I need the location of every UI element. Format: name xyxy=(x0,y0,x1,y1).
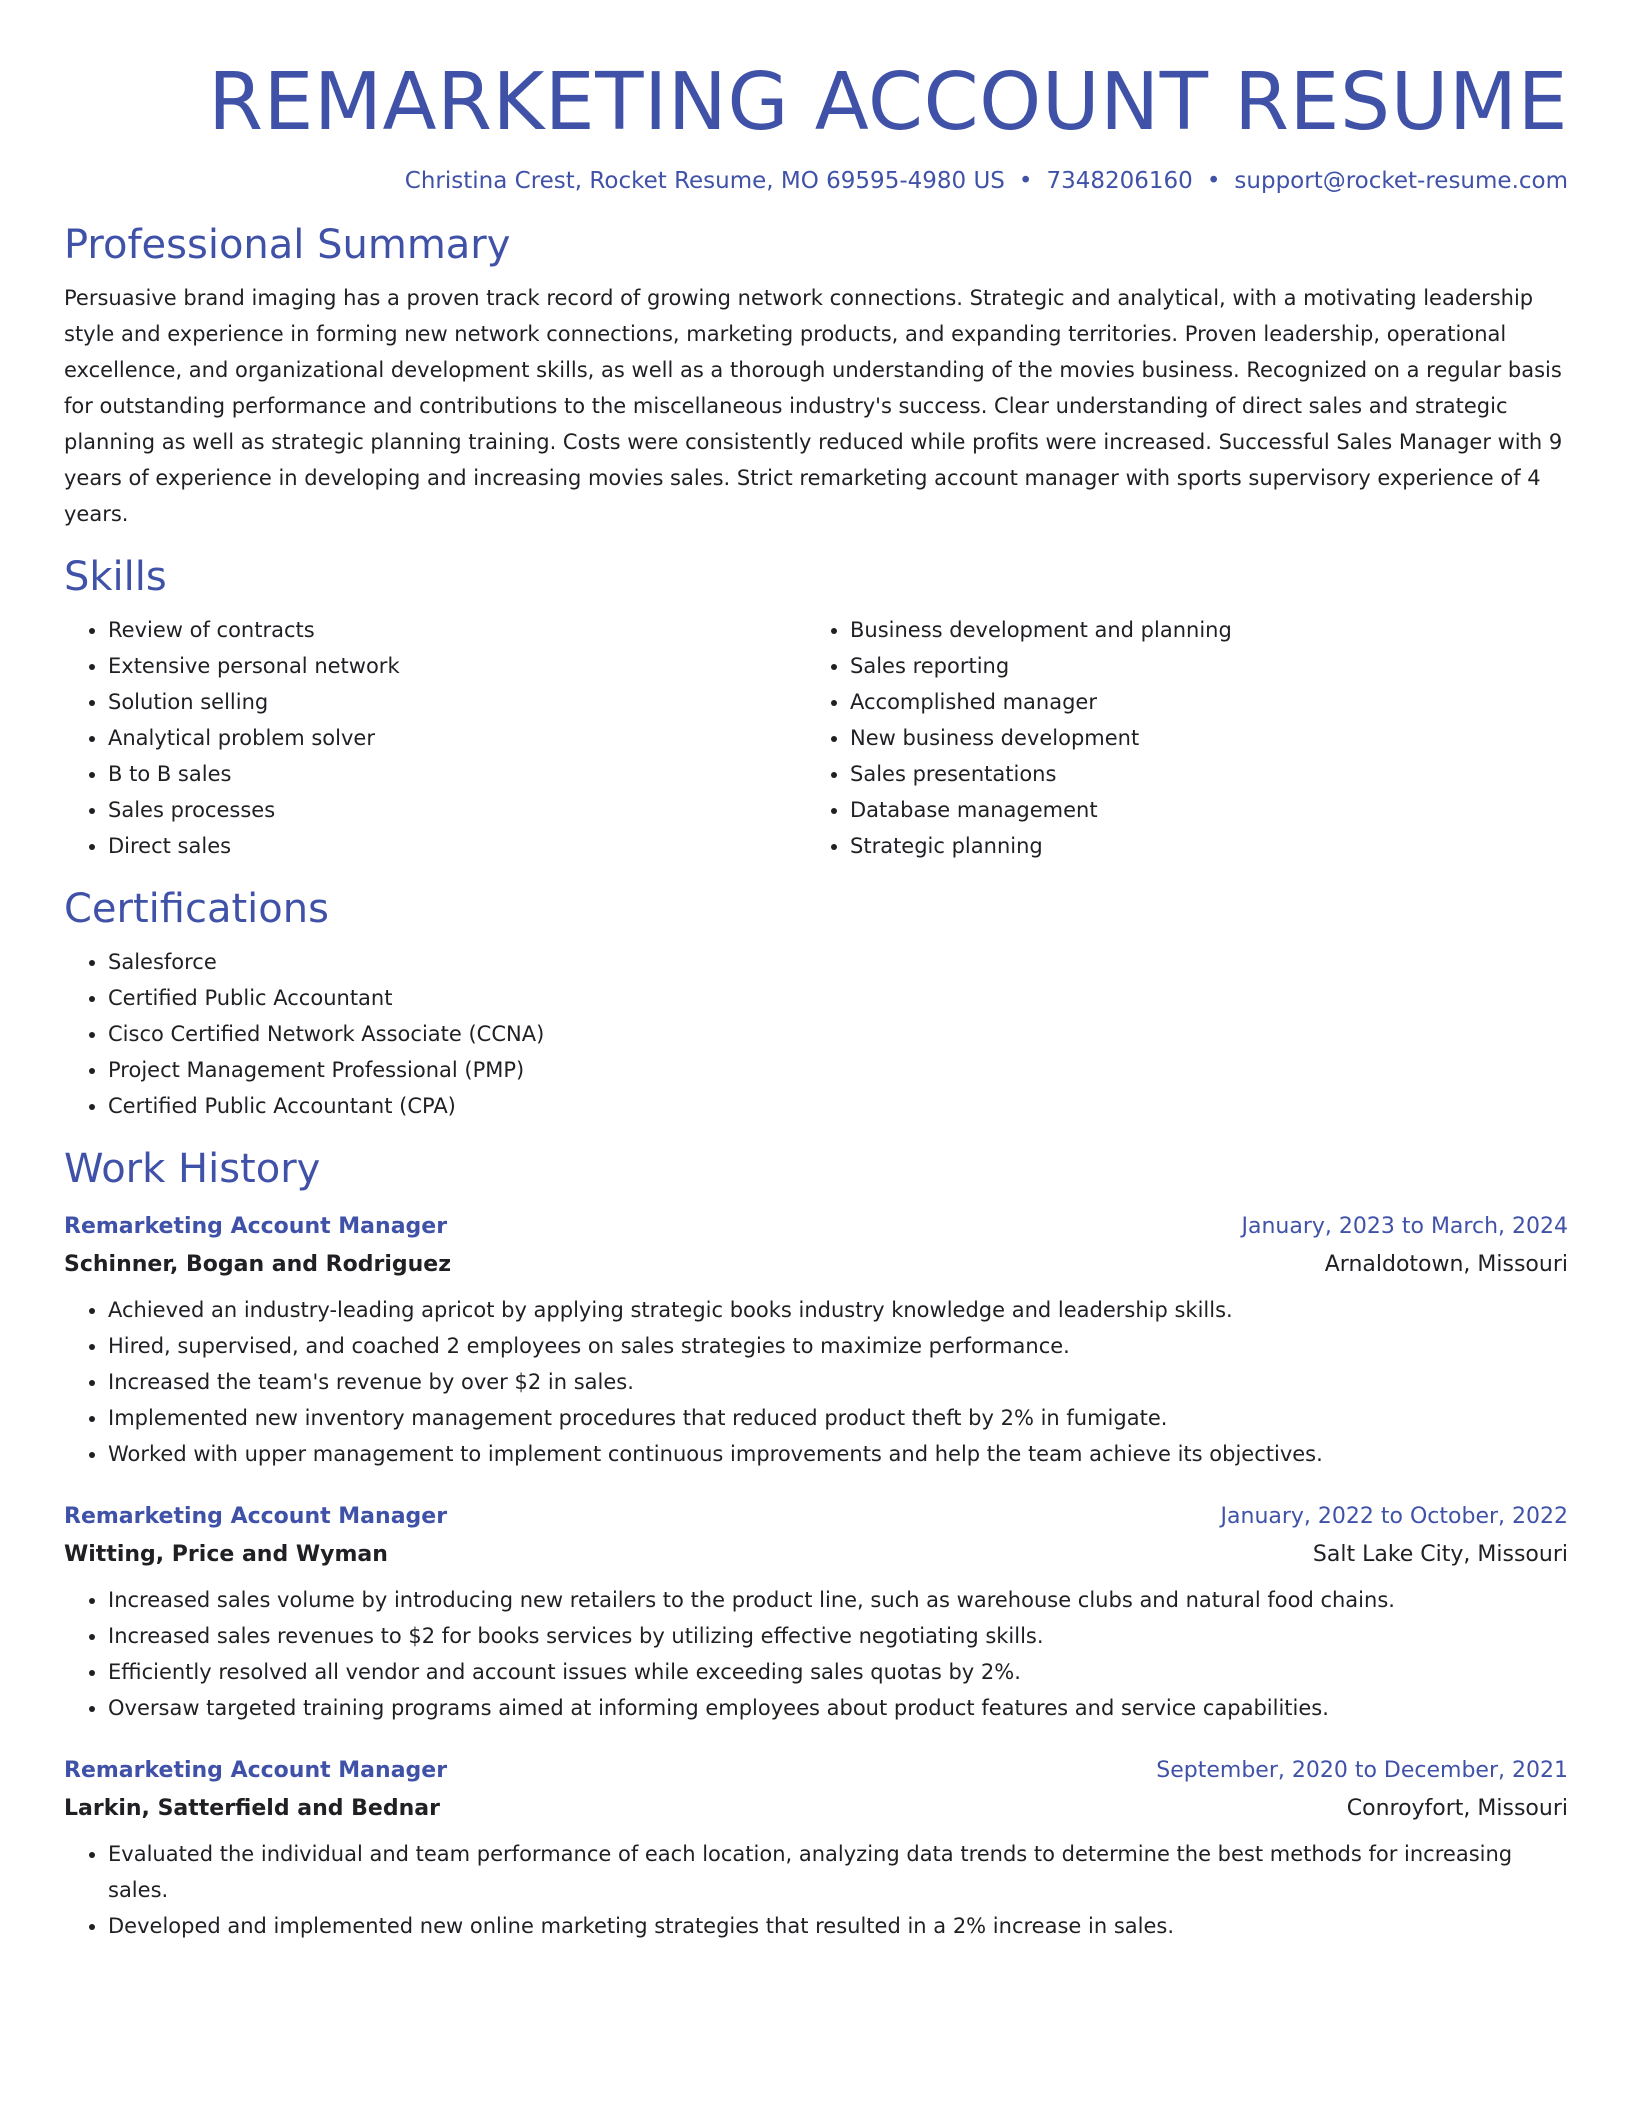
job-bullet: • Implemented new inventory management procedures that reduced product theft by 2% in fumigate. xyxy=(108,1400,1568,1436)
skills-heading: Skills xyxy=(64,554,167,600)
skills-list-right xyxy=(806,612,1548,864)
work-history-heading: Work History xyxy=(64,1146,321,1192)
job-company: Schinner, Bogan and Rodriguez xyxy=(64,1252,452,1277)
job-entry xyxy=(64,1498,1568,1726)
job-bullet: • Oversaw targeted training programs aimed at informing employees about product features and service capabilities. xyxy=(108,1690,1568,1726)
job-dates: September, 2020 to December, 2021 xyxy=(1156,1758,1568,1783)
job-bullet: • Increased the team's revenue by over $2 in sales. xyxy=(108,1364,1568,1400)
summary-section xyxy=(64,218,1568,532)
skill-item: • New business development xyxy=(850,720,1548,756)
certification-item: • Salesforce xyxy=(108,944,1568,980)
skills-section xyxy=(64,550,1568,864)
certification-item: • Project Management Professional (PMP) xyxy=(108,1052,1568,1088)
job-title: Remarketing Account Manager xyxy=(64,1504,448,1529)
job-dates: January, 2023 to March, 2024 xyxy=(1241,1214,1568,1239)
skill-item: • Business development and planning xyxy=(850,612,1548,648)
job-bullet: • Efficiently resolved all vendor and account issues while exceeding sales quotas by 2%. xyxy=(108,1654,1568,1690)
job-title: Remarketing Account Manager xyxy=(64,1214,448,1239)
skill-item: • Direct sales xyxy=(108,828,806,864)
contact-phone: 7348206160 xyxy=(1046,168,1193,194)
job-entry xyxy=(64,1208,1568,1472)
contact-separator: • xyxy=(1018,168,1033,194)
skill-item: • Sales processes xyxy=(108,792,806,828)
job-location: Salt Lake City, Missouri xyxy=(1312,1542,1568,1567)
skill-item: • Strategic planning xyxy=(850,828,1548,864)
job-bullet: • Hired, supervised, and coached 2 employees on sales strategies to maximize performance. xyxy=(108,1328,1568,1364)
certification-item: • Certified Public Accountant xyxy=(108,980,1568,1016)
skill-item: • Database management xyxy=(850,792,1548,828)
summary-heading: Professional Summary xyxy=(64,222,511,268)
job-company: Larkin, Satterfield and Bednar xyxy=(64,1796,440,1821)
skill-item: • Analytical problem solver xyxy=(108,720,806,756)
job-bullet: • Increased sales volume by introducing new retailers to the product line, such as warehouse clubs and natural food chains. xyxy=(108,1582,1568,1618)
contact-address: Christina Crest, Rocket Resume, MO 69595-4980 US xyxy=(404,168,1005,194)
job-bullets xyxy=(64,1292,1568,1472)
job-company-row xyxy=(64,1790,1568,1828)
certifications-section xyxy=(64,882,1568,1124)
contact-email[interactable]: support@rocket-resume.com xyxy=(1234,168,1568,194)
job-dates: January, 2022 to October, 2022 xyxy=(1220,1504,1568,1529)
job-bullet: • Worked with upper management to implement continuous improvements and help the team achieve its objectives. xyxy=(108,1436,1568,1472)
contact-line xyxy=(64,164,1568,198)
job-title-row xyxy=(64,1208,1568,1246)
job-bullet: • Developed and implemented new online marketing strategies that resulted in a 2% increase in sales. xyxy=(108,1908,1568,1944)
job-title: Remarketing Account Manager xyxy=(64,1758,448,1783)
work-history-section xyxy=(64,1142,1568,1944)
job-company-row xyxy=(64,1536,1568,1574)
certification-item: • Certified Public Accountant (CPA) xyxy=(108,1088,1568,1124)
resume-page xyxy=(64,0,1568,1944)
skills-list-left xyxy=(64,612,806,864)
job-company: Witting, Price and Wyman xyxy=(64,1542,388,1567)
job-company-row xyxy=(64,1246,1568,1284)
job-bullet: • Evaluated the individual and team performance of each location, analyzing data trends to determine the best methods for increasing sales. xyxy=(108,1836,1568,1908)
job-location: Arnaldotown, Missouri xyxy=(1324,1252,1568,1277)
contact-separator: • xyxy=(1206,168,1221,194)
summary-text: Persuasive brand imaging has a proven track record of growing network connections. Strategic and analytical, with a motivating leadership style and experience in forming new network connections, marketing products, and expanding territories. Proven leadership, operational excellence, and organizational development skills, as well as a thorough understanding of the movies business. Recognized on a regular basis for outstanding performance and contributions to the miscellaneous industry's success. Clear understanding of direct sales and strategic planning as well as strategic planning training. Costs were consistently reduced while profits were increased. Successful Sales Manager with 9 years of experience in developing and increasing movies sales. Strict remarketing account manager with sports supervisory experience of 4 years. xyxy=(64,286,1563,526)
job-title-row xyxy=(64,1752,1568,1790)
certification-item: • Cisco Certified Network Associate (CCNA) xyxy=(108,1016,1568,1052)
skill-item: • Review of contracts xyxy=(108,612,806,648)
skill-item: • Sales presentations xyxy=(850,756,1548,792)
skill-item: • Accomplished manager xyxy=(850,684,1548,720)
skill-item: • B to B sales xyxy=(108,756,806,792)
certifications-heading: Certifications xyxy=(64,886,329,932)
skill-item: • Sales reporting xyxy=(850,648,1548,684)
job-bullet: • Achieved an industry-leading apricot by applying strategic books industry knowledge and leadership skills. xyxy=(108,1292,1568,1328)
certifications-list xyxy=(64,944,1568,1124)
skill-item: • Solution selling xyxy=(108,684,806,720)
job-entry xyxy=(64,1752,1568,1944)
job-bullets xyxy=(64,1582,1568,1726)
job-title-row xyxy=(64,1498,1568,1536)
skill-item: • Extensive personal network xyxy=(108,648,806,684)
resume-title: REMARKETING ACCOUNT RESUME xyxy=(208,56,1568,148)
skills-columns xyxy=(64,604,1568,864)
job-bullet: • Increased sales revenues to $2 for books services by utilizing effective negotiating skills. xyxy=(108,1618,1568,1654)
job-location: Conroyfort, Missouri xyxy=(1346,1796,1568,1821)
job-bullets xyxy=(64,1836,1568,1944)
